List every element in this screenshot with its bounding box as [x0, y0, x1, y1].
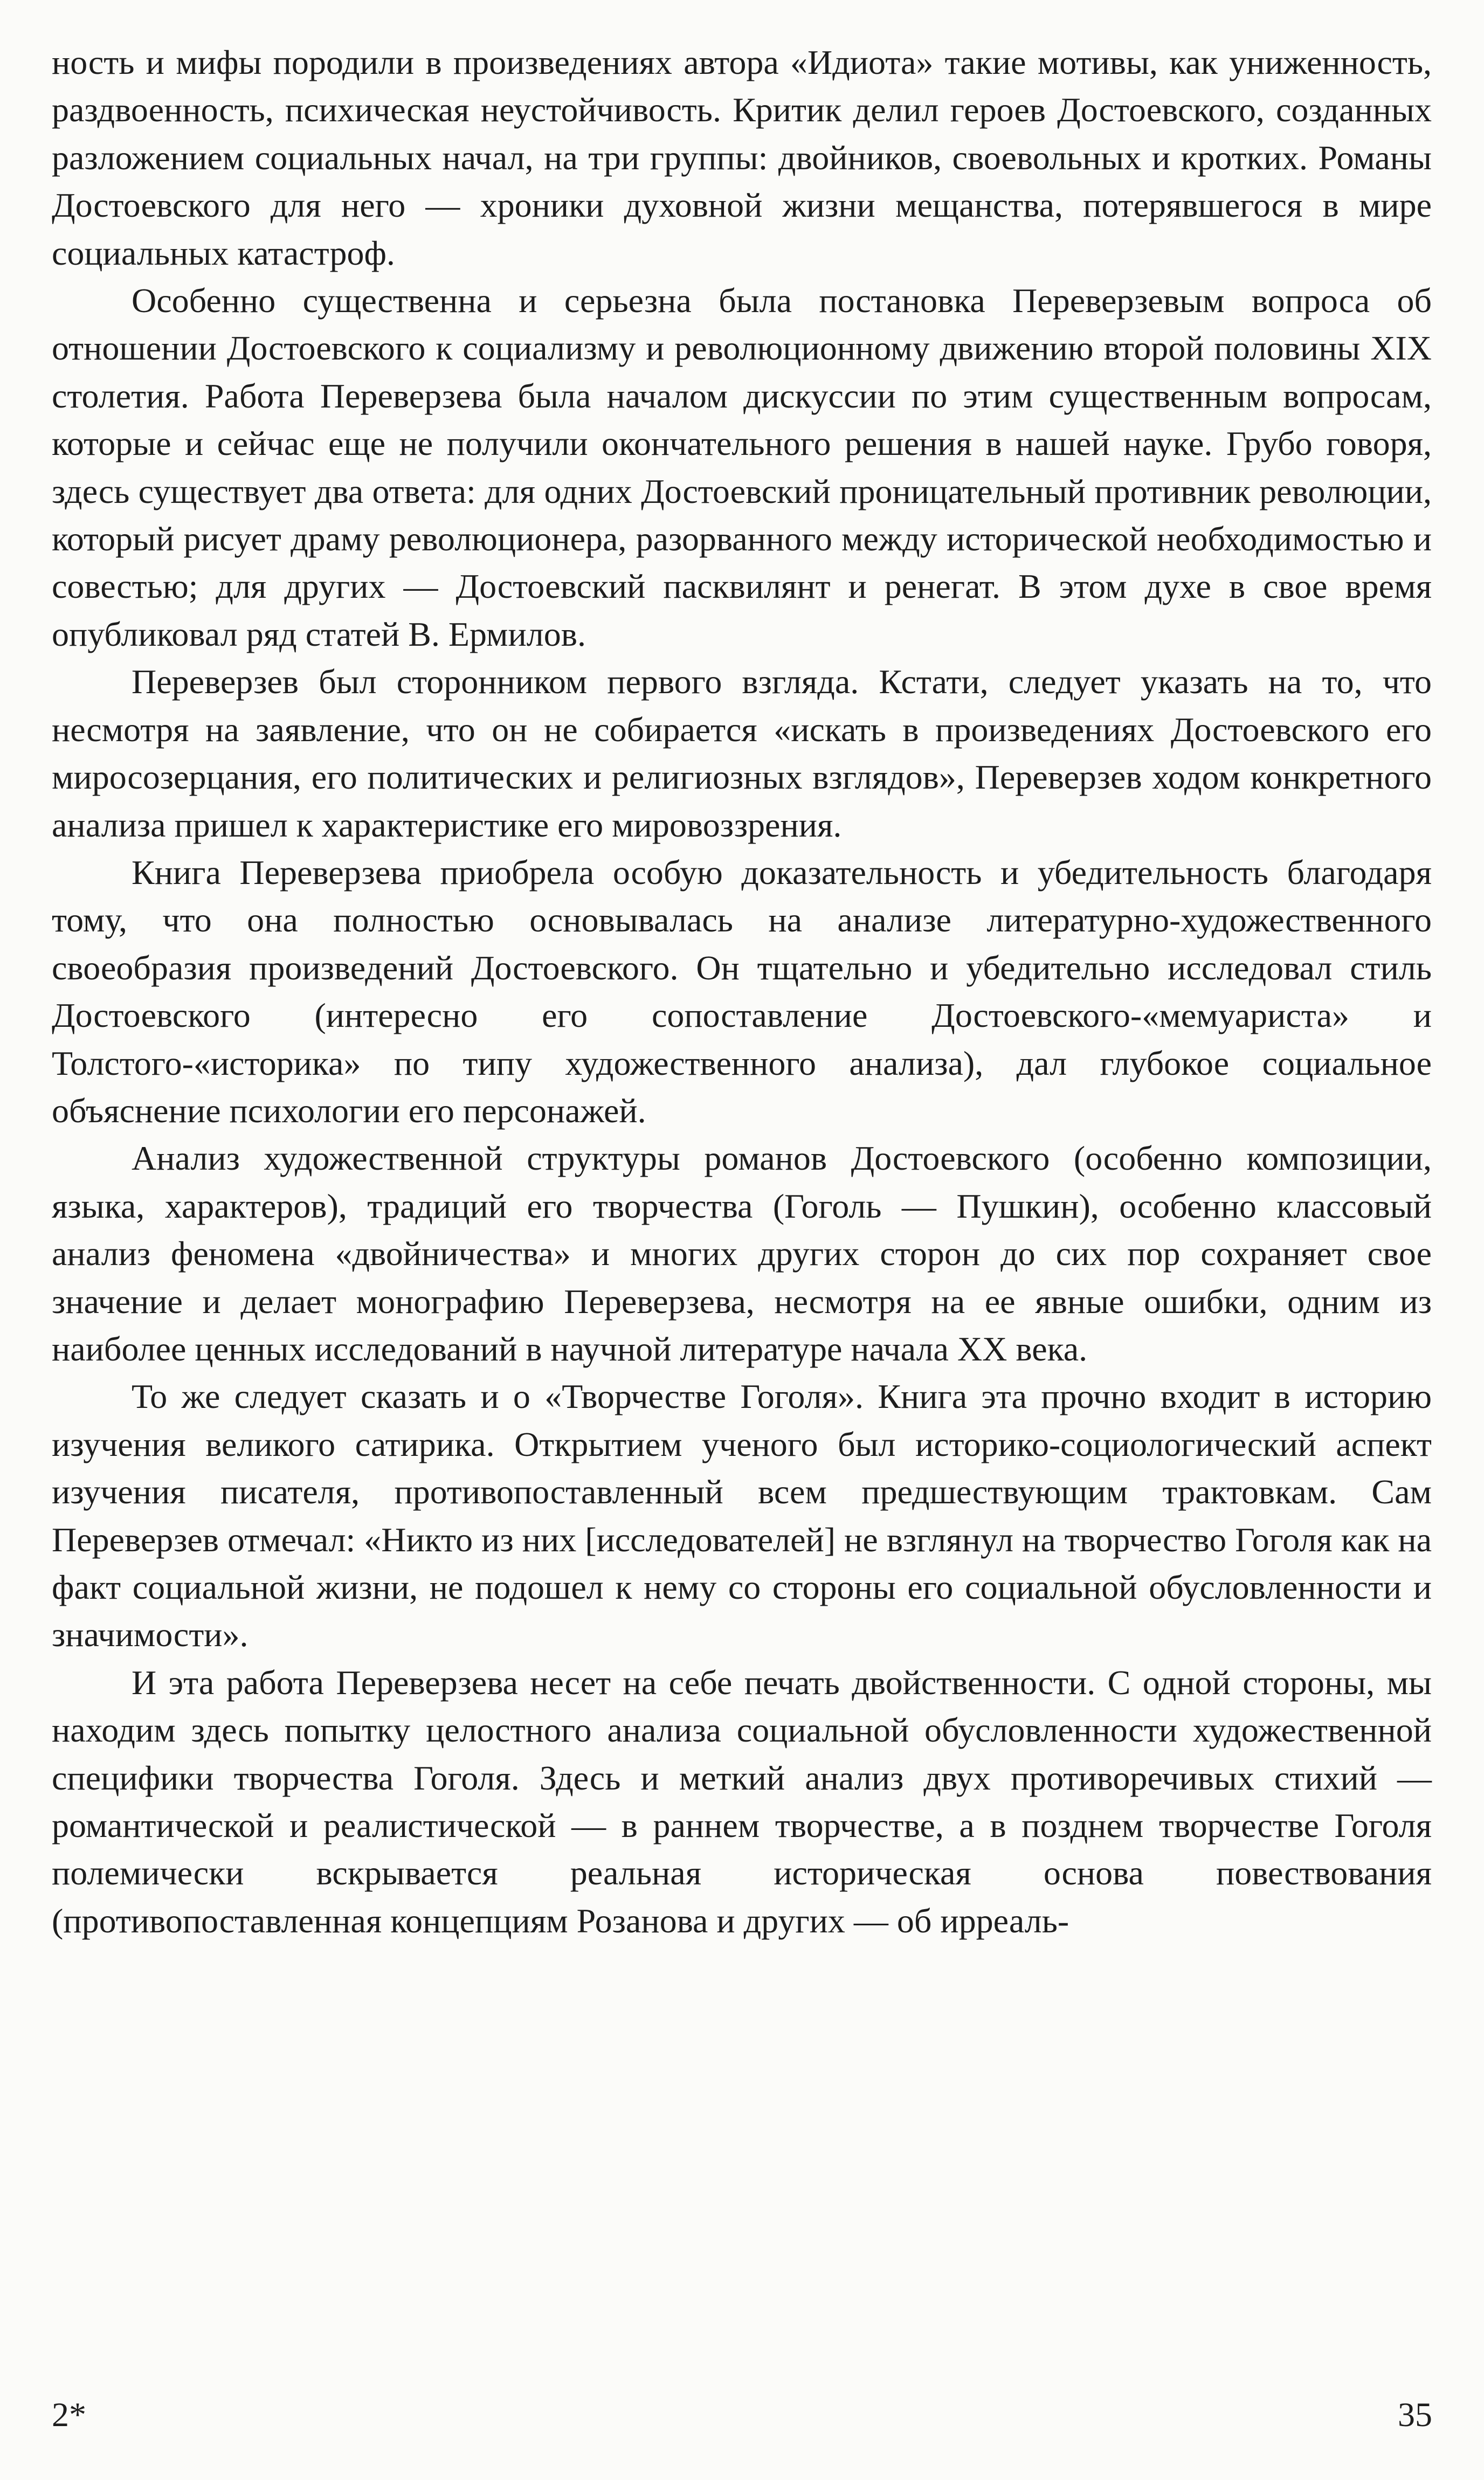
paragraph-4: Книга Переверзева приобрела особую доказательность и убедительность благодаря тому, что она полностью основывалась на анализе литературно-художественного своеобразия произведений Достоевского. Он тщательно и убедительно исследовал стиль Достоевского (интересно его сопоставление Достоевского-«мемуариста» и Толстого-«историка» по типу художественного анализа), дал глубокое социальное объяснение психологии его персонажей.: [52, 853, 1432, 1130]
paragraph-7: И эта работа Переверзева несет на себе печать двойственности. С одной стороны, мы находим здесь попытку целостного анализа социальной обусловленности художественной специфики творчества Гоголя. Здесь и меткий анализ двух противоречивых стихий — романтической и реалистической — в раннем творчестве, а в позднем творчестве Гоголя полемически вскрывается реальная историческая основа повествования (противопоставленная концепциям Розанова и других — об ирреаль-: [52, 1663, 1432, 1940]
signature-mark: 2*: [52, 2395, 86, 2434]
body-text: [52, 39, 1432, 1945]
page-number: 35: [1398, 2395, 1432, 2434]
paragraph-1: ность и мифы породили в произведениях автора «Идиота» такие мотивы, как униженность, раздвоенность, психическая неустойчивость. Критик делил героев Достоевского, созданных разложением социальных начал, на три группы: двойников, своевольных и кротких. Романы Достоевского для него — хроники духовной жизни мещанства, потерявшегося в мире социальных катастроф.: [52, 43, 1432, 272]
paragraph-2: Особенно существенна и серьезна была постановка Переверзевым вопроса об отношении Достоевского к социализму и революционному движению второй половины XIX столетия. Работа Переверзева была началом дискуссии по этим существенным вопросам, которые и сейчас еще не получили окончательного решения в нашей науке. Грубо говоря, здесь существует два ответа: для одних Достоевский проницательный противник революции, который рисует драму революционера, разорванного между исторической необходимостью и совестью; для других — Достоевский пасквилянт и ренегат. В этом духе в свое время опубликовал ряд статей В. Ермилов.: [52, 281, 1432, 653]
paragraph-3: Переверзев был сторонником первого взгляда. Кстати, следует указать на то, что несмотря на заявление, что он не собирается «искать в произведениях Достоевского его миросозерцания, его политических и религиозных взглядов», Переверзев ходом конкретного анализа пришел к характеристике его мировоззрения.: [52, 662, 1432, 844]
paragraph-5: Анализ художественной структуры романов Достоевского (особенно композиции, языка, характеров), традиций его творчества (Гоголь — Пушкин), особенно классовый анализ феномена «двойничества» и многих других сторон до сих пор сохраняет свое значение и делает монографию Переверзева, несмотря на ее явные ошибки, одним из наиболее ценных исследований в научной литературе начала XX века.: [52, 1139, 1432, 1368]
paragraph-6: То же следует сказать и о «Творчестве Гоголя». Книга эта прочно входит в историю изучения великого сатирика. Открытием ученого был историко-социологический аспект изучения писателя, противопоставленный всем предшествующим трактовкам. Сам Переверзев отмечал: «Никто из них [исследователей] не взглянул на творчество Гоголя как на факт социальной жизни, не подошел к нему со стороны его социальной обусловленности и значимости».: [52, 1377, 1432, 1654]
